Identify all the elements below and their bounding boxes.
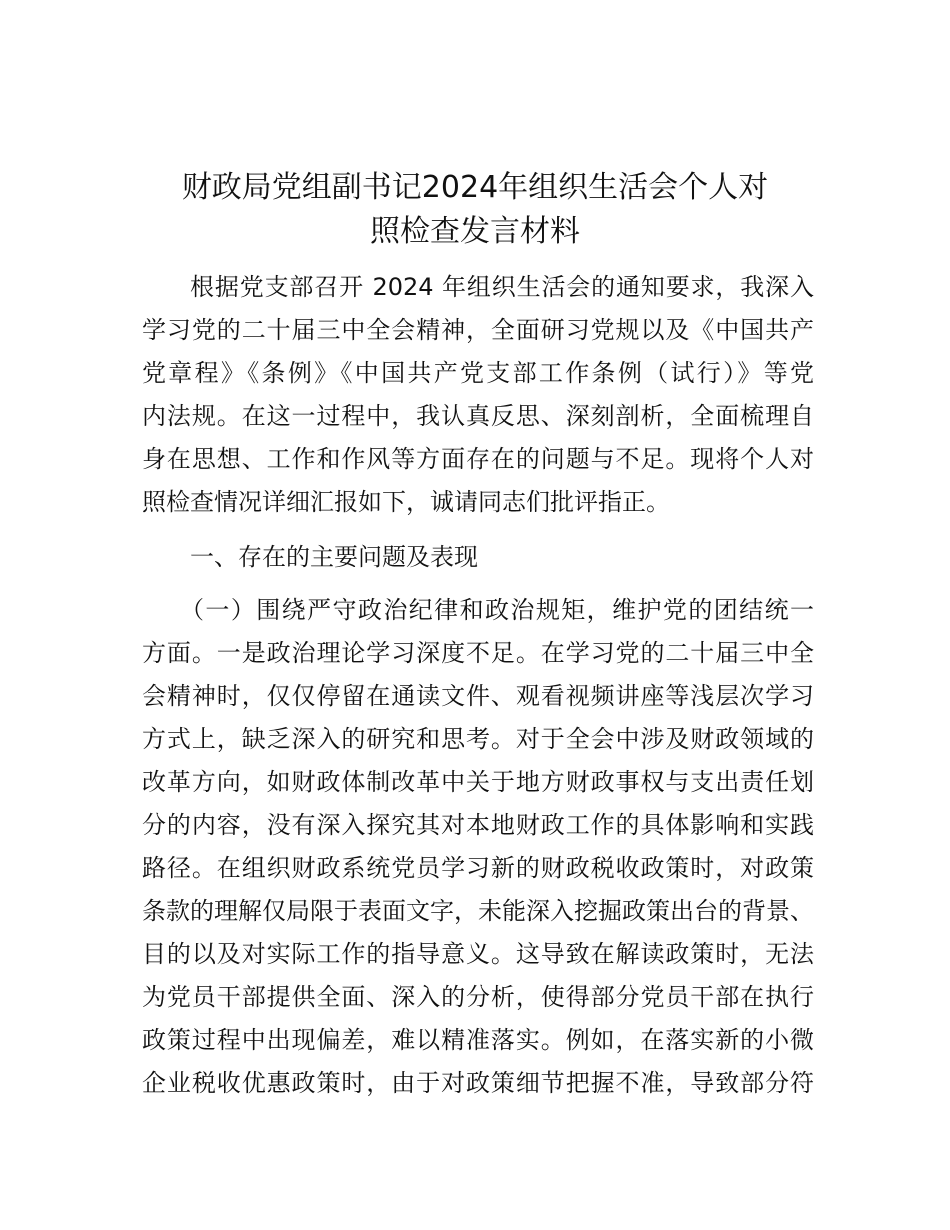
intro-line-5: 身在思想、工作和作风等方面存在的问题与不足。现将个人对 xyxy=(142,445,814,473)
subsection-line-12: 企业税收优惠政策时，由于对政策细节把握不准，导致部分符 xyxy=(142,1069,814,1097)
subsection-line-2: 方面。一是政治理论学习深度不足。在学习党的二十届三中全 xyxy=(142,639,814,667)
subsection-line-3: 会精神时，仅仅停留在通读文件、观看视频讲座等浅层次学习 xyxy=(142,682,814,710)
intro-line-6: 照检查情况详细汇报如下，诚请同志们批评指正。 xyxy=(142,488,670,516)
subsection-line-6: 分的内容，没有深入探究其对本地财政工作的具体影响和实践 xyxy=(142,811,814,839)
subsection-line-8: 条款的理解仅局限于表面文字，未能深入挖掘政策出台的背景、 xyxy=(142,897,814,925)
subsection-line-1: （一）围绕严守政治纪律和政治规矩，维护党的团结统一 xyxy=(180,596,814,624)
subsection-line-7: 路径。在组织财政系统党员学习新的财政税收政策时，对政策 xyxy=(142,854,814,882)
section-heading: 一、存在的主要问题及表现 xyxy=(190,543,478,571)
subsection-line-9: 目的以及对实际工作的指导意义。这导致在解读政策时，无法 xyxy=(142,940,814,968)
subsection-line-11: 政策过程中出现偏差，难以精准落实。例如，在落实新的小微 xyxy=(142,1026,814,1054)
document-title-line-2: 照检查发言材料 xyxy=(370,214,580,249)
intro-line-4: 内法规。在这一过程中，我认真反思、深刻剖析，全面梳理自 xyxy=(142,402,814,430)
intro-line-1: 根据党支部召开 2024 年组织生活会的通知要求，我深入 xyxy=(190,273,814,301)
document-title-line-1: 财政局党组副书记2024年组织生活会个人对 xyxy=(181,170,769,205)
subsection-line-10: 为党员干部提供全面、深入的分析，使得部分党员干部在执行 xyxy=(142,983,814,1011)
intro-line-3: 党章程》《条例》《中国共产党支部工作条例（试行）》等党 xyxy=(142,359,814,387)
subsection-line-4: 方式上，缺乏深入的研究和思考。对于全会中涉及财政领域的 xyxy=(142,725,814,753)
intro-line-2: 学习党的二十届三中全会精神，全面研习党规以及《中国共产 xyxy=(142,316,814,344)
subsection-line-5: 改革方向，如财政体制改革中关于地方财政事权与支出责任划 xyxy=(142,768,814,796)
